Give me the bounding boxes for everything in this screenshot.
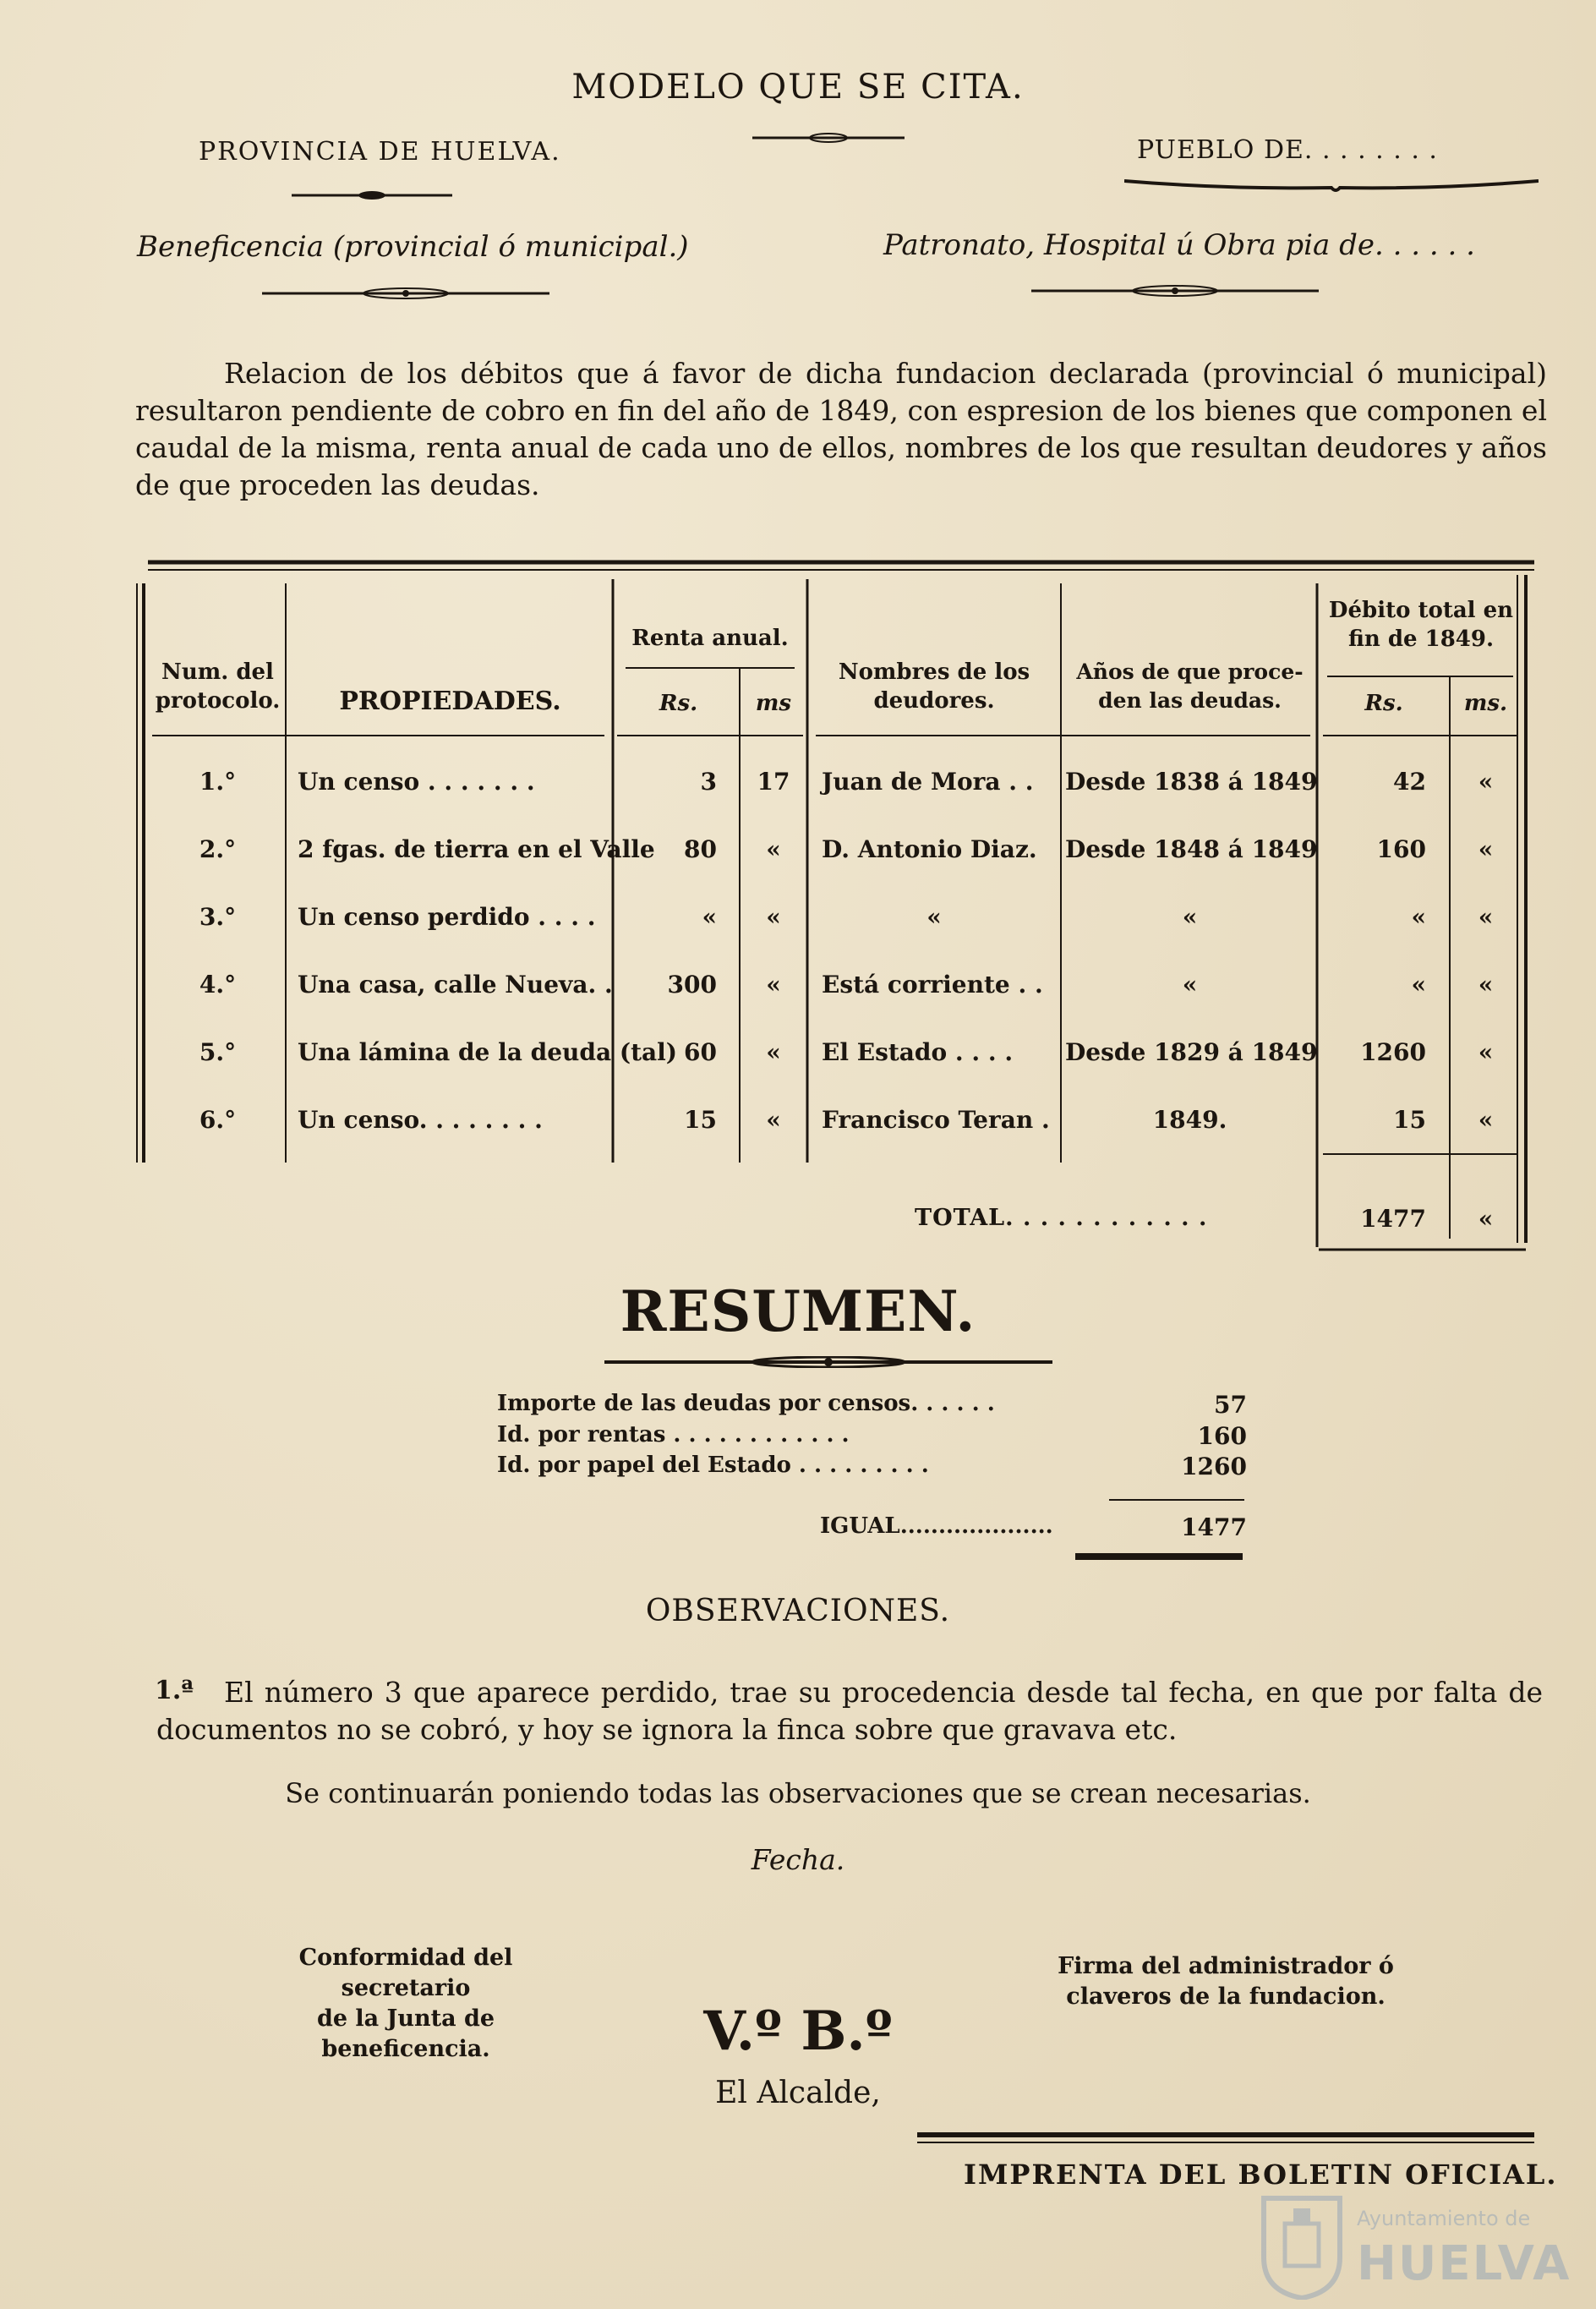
summary-value-censos: 57 <box>1214 1391 1247 1419</box>
total-rs: 1477 <box>1360 1205 1426 1233</box>
summary-divider <box>1109 1499 1244 1501</box>
cell-debt-ms: « <box>1478 971 1494 999</box>
cell-debt-ms: « <box>1478 903 1494 931</box>
cell-property: Un censo . . . . . . . <box>298 768 535 796</box>
cell-num: 6.° <box>199 1106 237 1134</box>
header-years-line1: Años de que proce- <box>1076 659 1304 684</box>
cell-rent-ms: « <box>766 835 781 863</box>
observation-text: El número 3 que aparece perdido, trae su procedencia desde tal fecha, en que por falta de documentos no se cobró, y hoy se ignora la finca sobre que gravava etc. <box>156 1676 1543 1746</box>
header-debt-ms: ms. <box>1463 691 1508 716</box>
admin-line1: Firma del administrador ó <box>1058 1953 1394 1979</box>
cell-debt-ms: « <box>1478 1038 1494 1066</box>
cell-debt-rs: « <box>1411 971 1426 999</box>
cell-debtor: D. Antonio Diaz. <box>822 835 1037 863</box>
observation-note: Se continuarán poniendo todas las observaciones que se crean necesarias. <box>285 1777 1311 1809</box>
cell-debt-rs: 1260 <box>1360 1038 1426 1066</box>
secretary-line1: Conformidad del secretario <box>298 1945 513 2001</box>
header-num-line2: protocolo. <box>155 688 281 714</box>
town-label: PUEBLO DE. . . . . . . . <box>1137 135 1438 165</box>
observation-number: 1.ª <box>155 1676 194 1705</box>
summary-title: RESUMEN. <box>620 1278 976 1344</box>
header-debtors-line2: deudores. <box>873 688 995 714</box>
cell-years: Desde 1848 á 1849 <box>1065 835 1318 863</box>
summary-double-rule <box>1075 1553 1243 1560</box>
cell-num: 2.° <box>199 835 237 863</box>
cell-debt-rs: 160 <box>1376 835 1426 863</box>
beneficence-label: Beneficencia (provincial ó municipal.) <box>137 230 689 264</box>
observations-title: OBSERVACIONES. <box>645 1594 951 1628</box>
cell-num: 4.° <box>199 971 237 999</box>
summary-label-papel: Id. por papel del Estado . . . . . . . . . <box>497 1453 929 1478</box>
cell-rent-rs: 3 <box>700 768 717 796</box>
printer-imprint: IMPRENTA DEL BOLETIN OFICIAL. <box>964 2159 1558 2191</box>
cell-num: 5.° <box>199 1038 237 1066</box>
document-title: MODELO QUE SE CITA. <box>571 68 1025 107</box>
coat-of-arms-icon <box>1255 2190 1348 2300</box>
summary-value-papel: 1260 <box>1181 1453 1247 1480</box>
total-ms: « <box>1478 1205 1494 1233</box>
cell-debtor: Está corriente . . <box>822 971 1043 999</box>
province-label: PROVINCIA DE HUELVA. <box>199 137 561 167</box>
cell-property: Una casa, calle Nueva. . <box>298 971 613 999</box>
cell-debt-rs: « <box>1411 903 1426 931</box>
cell-num: 1.° <box>199 768 237 796</box>
cell-years: Desde 1829 á 1849 <box>1065 1038 1318 1066</box>
huelva-watermark <box>1247 2190 1585 2304</box>
date-label: Fecha. <box>751 1843 845 1876</box>
header-total-debt-line1: Débito total en <box>1328 598 1514 623</box>
summary-ornament <box>604 1356 1052 1368</box>
cell-rent-ms: « <box>766 1106 781 1134</box>
header-properties: PROPIEDADES. <box>339 687 561 716</box>
intro-paragraph: Relacion de los débitos que á favor de dicha fundacion declarada (provincial ó municipal) resultaron pendiente de cobro en fin del año de 1849, con espresion de los bienes que componen el caudal de la misma, renta anual de cada uno de ellos, nombres de los que resultan deudores y años de que proceden las deudas. <box>135 357 1547 501</box>
cell-years: 1849. <box>1152 1106 1227 1134</box>
cell-rent-rs: 60 <box>684 1038 717 1066</box>
cell-debt-rs: 42 <box>1393 768 1426 796</box>
header-years-line2: den las deudas. <box>1098 688 1282 713</box>
summary-label-censos: Importe de las deudas por censos. . . . . . <box>497 1391 995 1416</box>
summary-equal-value: 1477 <box>1181 1513 1247 1541</box>
patronage-label: Patronato, Hospital ú Obra pia de. . . . . . <box>883 228 1475 262</box>
cell-debtor: El Estado . . . . <box>822 1038 1014 1066</box>
cell-debtor: « <box>926 903 942 931</box>
cell-debt-ms: « <box>1478 1106 1494 1134</box>
watermark-line2: HUELVA <box>1357 2236 1571 2291</box>
summary-equal-label: IGUAL.................... <box>820 1513 1053 1539</box>
cell-debt-ms: « <box>1478 768 1494 796</box>
secretary-line2: de la Junta de beneficencia. <box>316 2005 495 2062</box>
footer-rule-thin <box>917 2142 1534 2143</box>
visto-bueno: V.º B.º <box>703 2000 893 2063</box>
cell-rent-ms: 17 <box>757 768 790 796</box>
summary-label-rentas: Id. por rentas . . . . . . . . . . . . <box>497 1422 850 1447</box>
footer-rule-thick <box>917 2132 1534 2137</box>
header-rent: Renta anual. <box>631 626 789 651</box>
cell-debt-ms: « <box>1478 835 1494 863</box>
header-num-line1: Num. del <box>161 659 274 685</box>
header-debtors <box>812 658 1057 715</box>
header-total-debt <box>1320 596 1522 654</box>
cell-rent-rs: « <box>702 903 717 931</box>
cell-years: Desde 1838 á 1849 <box>1065 768 1318 796</box>
cell-rent-ms: « <box>766 903 781 931</box>
cell-rent-ms: « <box>766 1038 781 1066</box>
cell-debtor: Francisco Teran . <box>822 1106 1050 1134</box>
admin-line2: claveros de la fundacion. <box>1066 1983 1386 2010</box>
cell-rent-ms: « <box>766 971 781 999</box>
header-rent-rs: Rs. <box>659 691 698 716</box>
mayor-label: El Alcalde, <box>715 2076 881 2110</box>
header-debtors-line1: Nombres de los <box>838 659 1030 685</box>
cell-rent-rs: 15 <box>684 1106 717 1134</box>
header-debt-rs: Rs. <box>1364 691 1403 716</box>
total-label: TOTAL. . . . . . . . . . . . <box>915 1205 1208 1231</box>
summary-value-rentas: 160 <box>1197 1422 1247 1450</box>
cell-years: « <box>1182 903 1198 931</box>
cell-property: Una lámina de la deuda (tal) <box>298 1038 678 1066</box>
cell-property: Un censo perdido . . . . <box>298 903 596 931</box>
cell-property: 2 fgas. de tierra en el Valle <box>298 835 655 863</box>
header-years <box>1065 658 1315 715</box>
cell-years: « <box>1182 971 1198 999</box>
cell-rent-rs: 300 <box>667 971 717 999</box>
cell-debtor: Juan de Mora . . <box>822 768 1034 796</box>
cell-property: Un censo. . . . . . . . <box>298 1106 543 1134</box>
watermark-line1: Ayuntamiento de <box>1357 2207 1531 2230</box>
header-rent-ms: ms <box>755 691 792 716</box>
header-total-debt-line2: fin de 1849. <box>1347 626 1495 652</box>
cell-rent-rs: 80 <box>684 835 717 863</box>
cell-num: 3.° <box>199 903 237 931</box>
cell-debt-rs: 15 <box>1393 1106 1426 1134</box>
header-num <box>152 658 283 715</box>
